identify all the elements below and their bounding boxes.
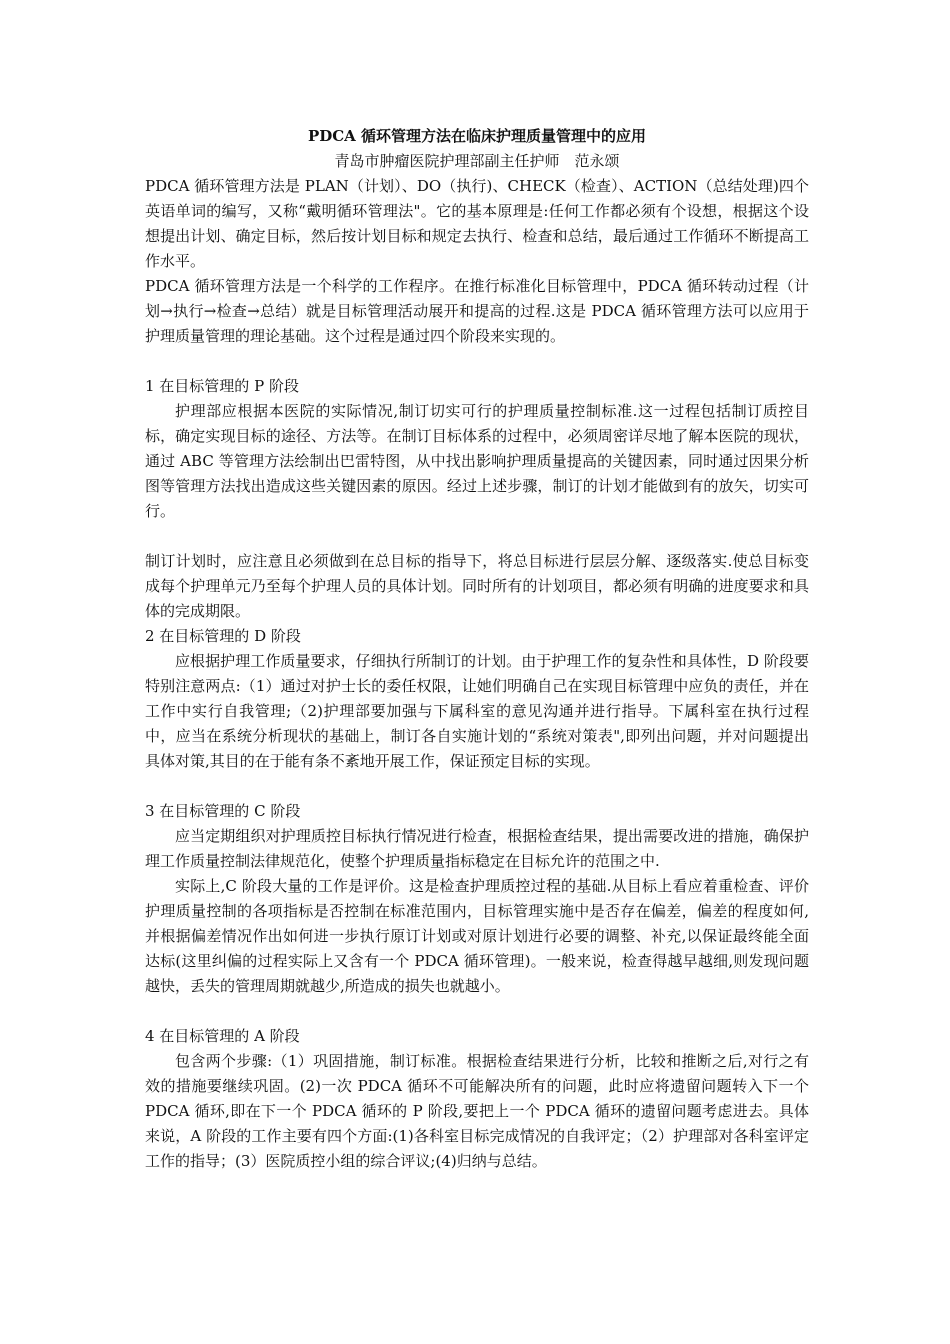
section-a-paragraph-1: 包含两个步骤:（1）巩固措施，制订标准。根据检查结果进行分析，比较和推断之后,对行之有效的措施要继续巩固。(2)一次 PDCA 循环不可能解决所有的问题，此时应将遗留问题转入下一个 PDCA 循环,即在下一个 PDCA 循环的 P 阶段,要把上一个 PDCA 循环的遗留问题考虑进去。具体来说，A 阶段的工作主要有四个方面:(1)各科室目标完成情况的自我评定；（2）护理部对各科室评定工作的指导；(3）医院质控小组的综合评议;(4)归纳与总结。	[145, 1052, 809, 1170]
document-title: PDCA 循环管理方法在临床护理质量管理中的应用	[307, 127, 647, 145]
section-p-heading: 1 在目标管理的 P 阶段	[145, 377, 299, 395]
section-a-heading: 4 在目标管理的 A 阶段	[145, 1027, 300, 1045]
section-p-paragraph-1: 护理部应根据本医院的实际情况,制订切实可行的护理质量控制标准.这一过程包括制订质控目标，确定实现目标的途径、方法等。在制订目标体系的过程中，必须周密详尽地了解本医院的现状，通过 ABC 等管理方法绘制出巴雷特图，从中找出影响护理质量提高的关键因素，同时通过因果分析图等管理方法找出造成这些关键因素的原因。经过上述步骤，制订的计划才能做到有的放矢，切实可行。	[145, 402, 809, 520]
section-d-heading: 2 在目标管理的 D 阶段	[145, 627, 301, 645]
document-page	[145, 124, 809, 1174]
intro-paragraph-2: PDCA 循环管理方法是一个科学的工作程序。在推行标准化目标管理中，PDCA 循环转动过程（计划→执行→检查→总结）就是目标管理活动展开和提高的过程.这是 PDCA 循环管理方法可以应用于护理质量管理的理论基础。这个过程是通过四个阶段来实现的。	[145, 277, 809, 345]
document-author: 青岛市肿瘤医院护理部副主任护师 范永颂	[334, 152, 620, 170]
intro-paragraph-1: PDCA 循环管理方法是 PLAN（计划）、DO（执行)、CHECK（检查）、ACTION（总结处理)四个英语单词的编写，又称“戴明循环管理法"。它的基本原理是:任何工作都必须有个设想，根据这个设想提出计划、确定目标，然后按计划目标和规定去执行、检查和总结，最后通过工作循环不断提高工作水平。	[145, 177, 809, 270]
section-c-paragraph-2: 实际上,C 阶段大量的工作是评价。这是检查护理质控过程的基础.从目标上看应着重检查、评价护理质量控制的各项指标是否控制在标准范围内，目标管理实施中是否存在偏差，偏差的程度如何,并根据偏差情况作出如何进一步执行原订计划或对原计划进行必要的调整、补充,以保证最终能全面达标(这里纠偏的过程实际上又含有一个 PDCA 循环管理)。一般来说，检查得越早越细,则发现问题越快，丢失的管理周期就越少,所造成的损失也就越小。	[145, 877, 809, 995]
section-c-heading: 3 在目标管理的 C 阶段	[145, 802, 301, 820]
section-c-paragraph-1: 应当定期组织对护理质控目标执行情况进行检查，根据检查结果，提出需要改进的措施，确保护理工作质量控制法律规范化，使整个护理质量指标稳定在目标允许的范围之中.	[145, 827, 809, 870]
blank-line	[145, 349, 809, 374]
blank-line	[145, 999, 809, 1024]
section-d-paragraph-1: 应根据护理工作质量要求，仔细执行所制订的计划。由于护理工作的复杂性和具体性，D 阶段要特别注意两点:（1）通过对护士长的委任权限，让她们明确自己在实现目标管理中应负的责任，并在工作中实行自我管理;（2)护理部要加强与下属科室的意见沟通并进行指导。下属科室在执行过程中，应当在系统分析现状的基础上，制订各自实施计划的“系统对策表",即列出问题，并对问题提出具体对策,其目的在于能有条不紊地开展工作，保证预定目标的实现。	[145, 652, 809, 770]
section-p-paragraph-2: 制订计划时，应注意且必须做到在总目标的指导下，将总目标进行层层分解、逐级落实.使总目标变成每个护理单元乃至每个护理人员的具体计划。同时所有的计划项目，都必须有明确的进度要求和具体的完成期限。	[145, 552, 809, 620]
blank-line	[145, 524, 809, 549]
blank-line	[145, 774, 809, 799]
